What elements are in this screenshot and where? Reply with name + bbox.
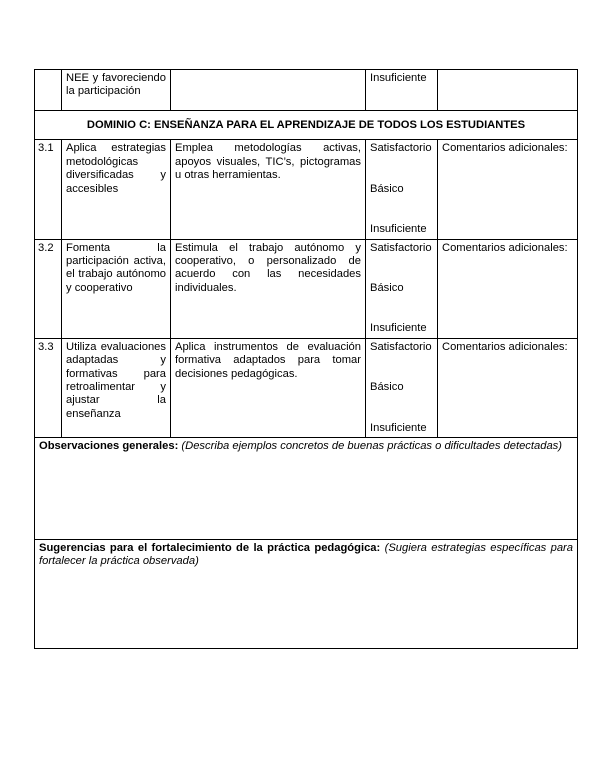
- level-insuficiente: Insuficiente: [370, 223, 427, 236]
- level-insuficiente: Insuficiente: [370, 421, 427, 434]
- level-insuficiente: Insuficiente: [370, 72, 427, 84]
- observations-hint: (Describa ejemplos concretos de buenas prácticas o dificultades detectadas): [181, 440, 562, 453]
- level-cell: [366, 338, 438, 437]
- level-satisfactorio: Satisfactorio: [370, 142, 432, 155]
- comment-cell: [438, 70, 578, 111]
- table-row: [35, 239, 578, 338]
- observations-field[interactable]: [35, 438, 578, 540]
- indicator-cell: Emplea metodologías activas, apoyos visuales, TIC’s, pictogramas u otras herramientas.: [171, 140, 366, 239]
- domain-title: DOMINIO C: ENSEÑANZA PARA EL APRENDIZAJE DE TODOS LOS ESTUDIANTES: [35, 111, 578, 140]
- criterion-number: 3.1: [35, 140, 62, 239]
- indicator-cell: [171, 70, 366, 111]
- comment-cell: Comentarios adicionales:: [438, 338, 578, 437]
- observations-label: Observaciones generales:: [39, 440, 179, 453]
- criterion-cell: Utiliza evaluaciones adaptadas y formativas para retroalimentar y ajustar la enseñanza: [62, 338, 171, 437]
- table-row-continued: [35, 70, 578, 111]
- observations-row: [35, 438, 578, 540]
- level-satisfactorio: Satisfactorio: [370, 340, 432, 353]
- indicator-cell: Aplica instrumentos de evaluación formativa adaptados para tomar decisiones pedagógicas.: [171, 338, 366, 437]
- number-cell: [35, 70, 62, 111]
- criterion-number: 3.2: [35, 239, 62, 338]
- criterion-cell: NEE y favoreciendo la participación: [62, 70, 171, 111]
- level-insuficiente: Insuficiente: [370, 322, 427, 335]
- suggestions-field[interactable]: [35, 540, 578, 649]
- criterion-number: 3.3: [35, 338, 62, 437]
- level-cell: [366, 70, 438, 111]
- suggestions-row: [35, 540, 578, 649]
- suggestions-hint: (Sugiera estrategias específicas para fortalecer la práctica observada): [39, 542, 573, 568]
- comment-cell: Comentarios adicionales:: [438, 239, 578, 338]
- comment-cell: Comentarios adicionales:: [438, 140, 578, 239]
- evaluation-table: [34, 69, 578, 649]
- criterion-cell: Fomenta la participación activa, el trabajo autónomo y cooperativo: [62, 239, 171, 338]
- level-basico: Básico: [370, 282, 404, 295]
- level-basico: Básico: [370, 182, 404, 195]
- indicator-cell: Estimula el trabajo autónomo y cooperativo, o personalizado de acuerdo con las necesidades individuales.: [171, 239, 366, 338]
- suggestions-label: Sugerencias para el fortalecimiento de la práctica pedagógica:: [39, 542, 381, 555]
- domain-header-row: [35, 111, 578, 140]
- level-basico: Básico: [370, 381, 404, 394]
- criterion-cell: Aplica estrategias metodológicas diversificadas y accesibles: [62, 140, 171, 239]
- level-cell: [366, 140, 438, 239]
- level-satisfactorio: Satisfactorio: [370, 241, 432, 254]
- table-row: [35, 338, 578, 437]
- level-cell: [366, 239, 438, 338]
- table-row: [35, 140, 578, 239]
